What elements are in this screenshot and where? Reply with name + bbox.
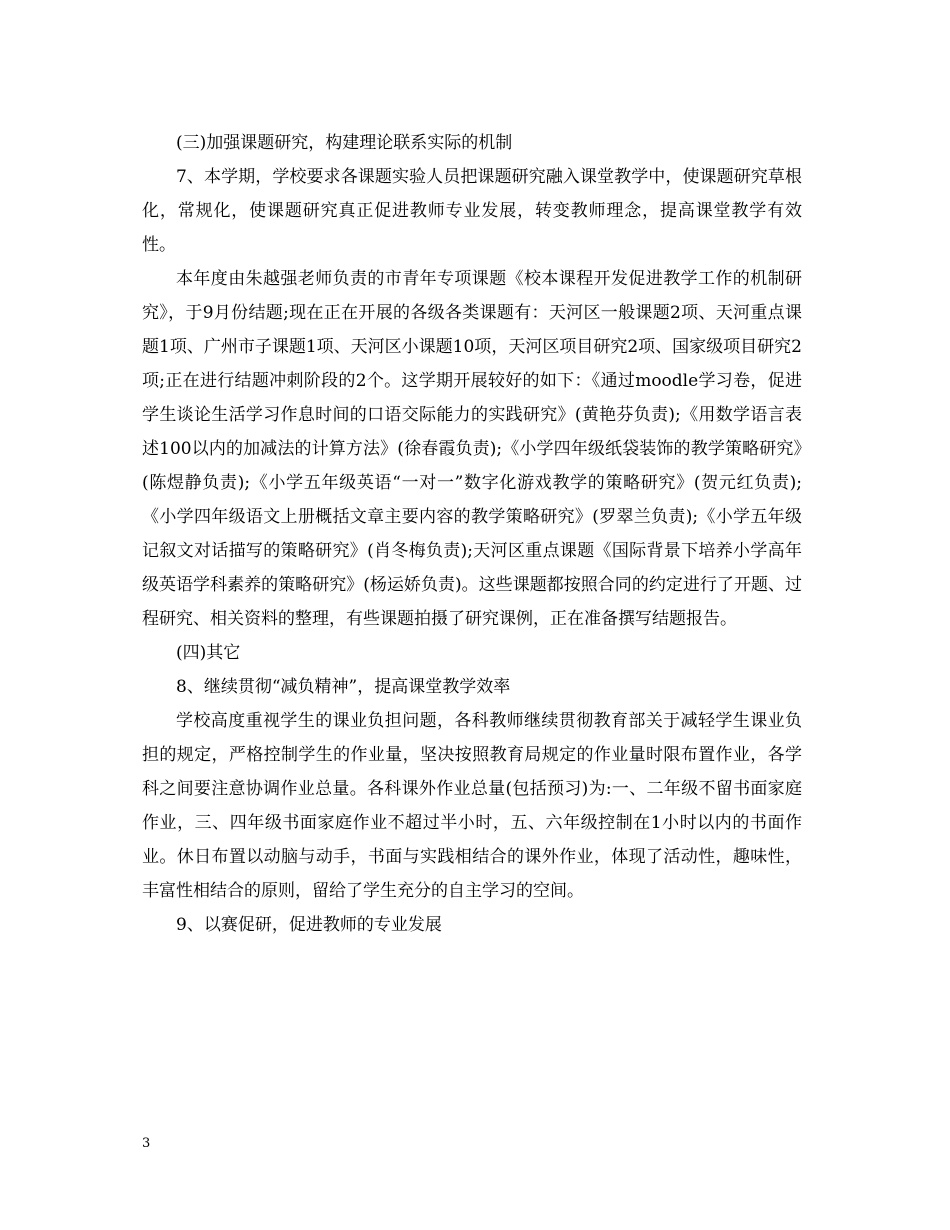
section-heading-other: (四)其它 — [176, 643, 241, 663]
paragraph-homework-burden: 学校高度重视学生的课业负担问题，各科教师继续贯彻教育部关于减轻学生课业负担的规定，严格控制学生的作业量，坚决按照教育局规定的作业量时限布置作业，各学科之间要注意协调作业总量。各科课外作业总量(包括预习)为:一、二年级不留书面家庭作业，三、四年级书面家庭作业不超过半小时，五、六年级控制在1小时以内的书面作业。休日布置以动脑与动手，书面与实践相结合的课外作业，体现了活动性，趣味性，丰富性相结合的原则，留给了学生充分的自主学习的空间。 — [142, 711, 802, 901]
page-number: 3 — [142, 1136, 151, 1151]
section-heading-research: (三)加强课题研究，构建理论联系实际的机制 — [176, 133, 513, 153]
paragraph-item-9: 9、以赛促研，促进教师的专业发展 — [176, 915, 442, 935]
paragraph-item-8: 8、继续贯彻“减负精神”，提高课堂教学效率 — [176, 677, 511, 697]
paragraph-research-projects: 本年度由朱越强老师负责的市青年专项课题《校本课程开发促进教学工作的机制研究》，于9月份结题;现在正在开展的各级各类课题有：天河区一般课题2项、天河重点课题1项、广州市子课题1项、天河区小课题10项，天河区项目研究2项、国家级项目研究2项;正在进行结题冲刺阶段的2个。这学期开展较好的如下：《通过moodle学习卷，促进学生谈论生活学习作息时间的口语交际能力的实践研究》(黄艳芬负责);《用数学语言表述100以内的加减法的计算方法》(徐春霞负责);《小学四年级纸袋装饰的教学策略研究》(陈煜静负责);《小学五年级英语“一对一”数字化游戏教学的策略研究》(贺元红负责);《小学四年级语文上册概括文章主要内容的教学策略研究》(罗翠兰负责);《小学五年级记叙文对话描写的策略研究》(肖冬梅负责);天河区重点课题《国际背景下培养小学高年级英语学科素养的策略研究》(杨运娇负责)。这些课题都按照合同的约定进行了开题、过程研究、相关资料的整理，有些课题拍摄了研究课例，正在准备撰写结题报告。 — [142, 269, 802, 629]
paragraph-item-7: 7、本学期，学校要求各课题实验人员把课题研究融入课堂教学中，使课题研究草根化，常规化，使课题研究真正促进教师专业发展，转变教师理念，提高课堂教学有效性。 — [142, 167, 802, 255]
document-body — [142, 126, 802, 942]
